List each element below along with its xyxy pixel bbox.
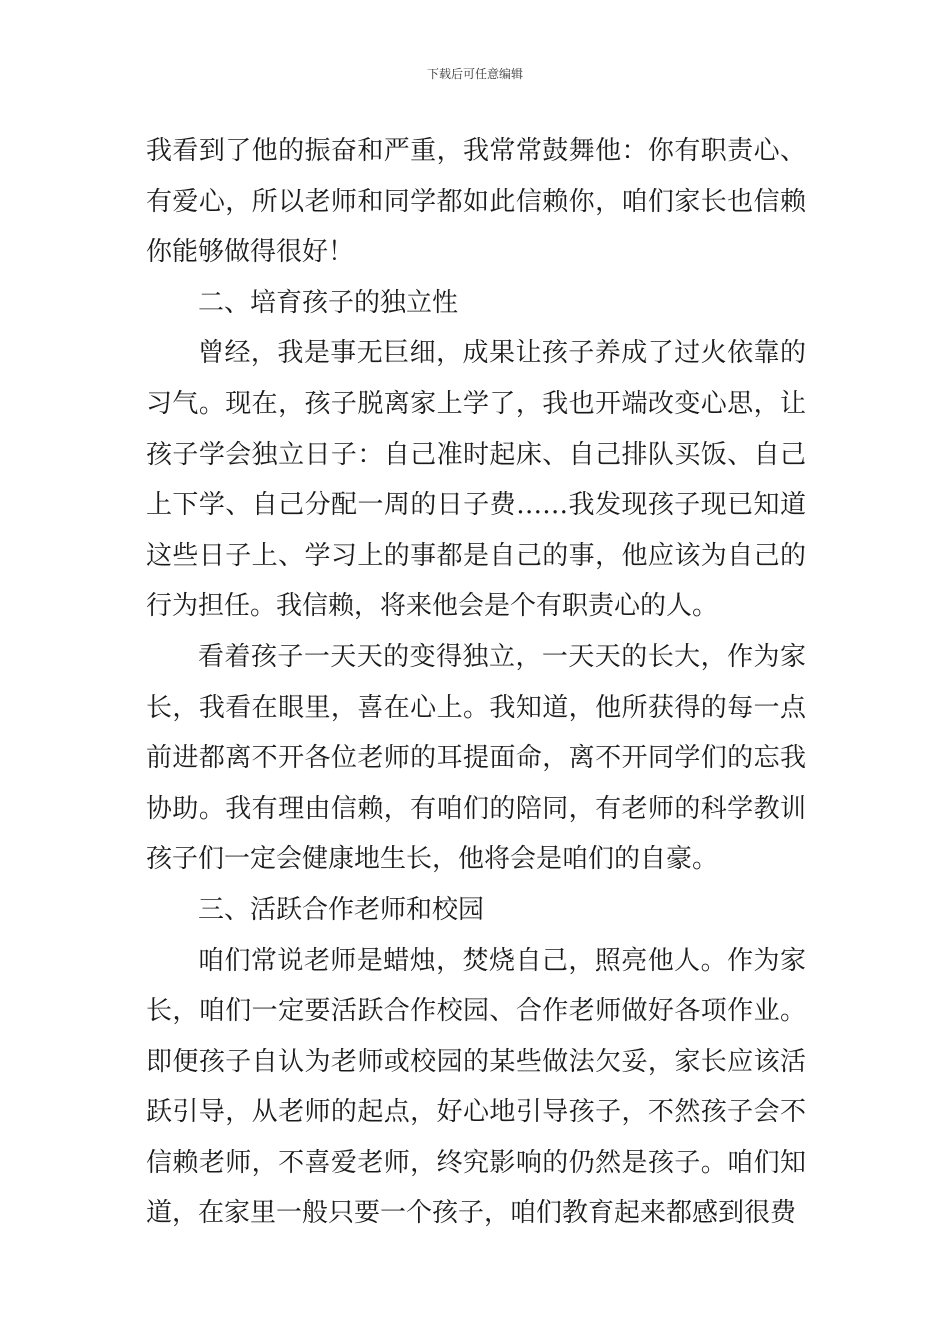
- section-heading-3: 三、活跃合作老师和校园: [198, 894, 485, 925]
- paragraph-4: 看着孩子一天天的变得独立，一天天的长大，作为家长，我看在眼里，喜在心上。我知道，他所获得的每一点前进都离不开各位老师的耳提面命，离不开同学们的忘我协助。我有理由信赖，有咱们的陪同，有老师的科学教训孩子们一定会健康地生长，他将会是咱们的自豪。: [146, 641, 806, 875]
- page-header-note: 下载后可任意编辑: [426, 67, 523, 81]
- paragraph-3: 曾经，我是事无巨细，成果让孩子养成了过火依靠的习气。现在，孩子脱离家上学了，我也开端改变心思，让孩子学会独立日子：自己准时起床、自己排队买饭、自己上下学、自己分配一周的日子费……我发现孩子现已知道这些日子上、学习上的事都是自己的事，他应该为自己的行为担任。我信赖，将来他会是个有职责心的人。: [146, 338, 806, 622]
- section-heading-2: 二、培育孩子的独立性: [198, 287, 459, 318]
- document-body: [146, 126, 806, 1239]
- paragraph-1: 我看到了他的振奋和严重，我常常鼓舞他：你有职责心、有爱心，所以老师和同学都如此信赖你，咱们家长也信赖你能够做得很好！: [146, 136, 806, 268]
- paragraph-6: 咱们常说老师是蜡烛，焚烧自己，照亮他人。作为家长，咱们一定要活跃合作校园、合作老师做好各项作业。即便孩子自认为老师或校园的某些做法欠妥，家长应该活跃引导，从老师的起点，好心地引导孩子，不然孩子会不信赖老师，不喜爱老师，终究影响的仍然是孩子。咱们知道，在家里一般只要一个孩子，咱们教育起来都感到很费: [146, 945, 806, 1229]
